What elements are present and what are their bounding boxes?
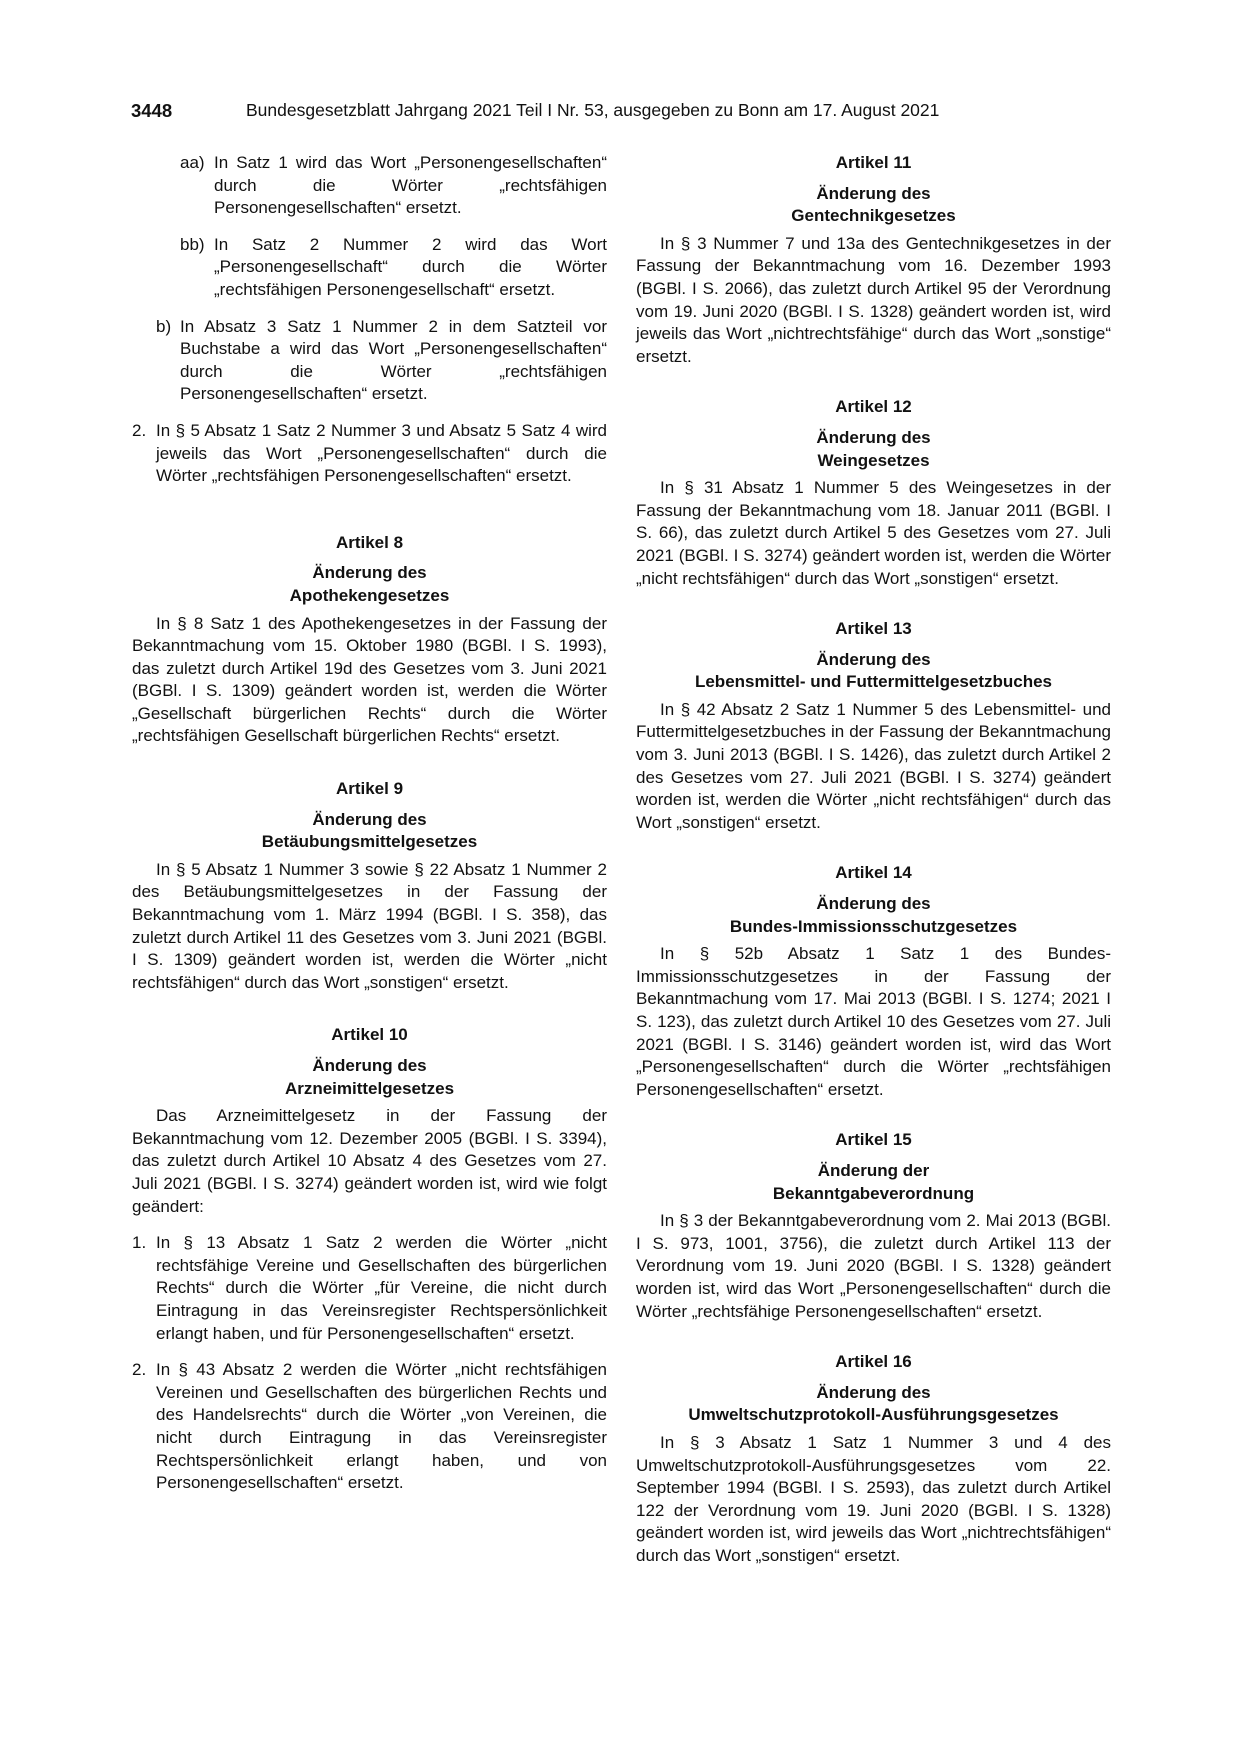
- article-text: In § 3 der Bekanntgabeverordnung vom 2. Mai 2013 (BGBl. I S. 973, 1001, 3756), die zuletzt durch Artikel 113 der Verordnung vom 19. Juni 2020 (BGBl. I S. 1328) geändert worden ist, wird das Wort „Personengesellschaften“ durch die Wörter „rechtsfähige Personengesellschaften“ ersetzt.: [636, 1211, 1111, 1321]
- article-title: [132, 1055, 607, 1100]
- list-item: [132, 420, 607, 488]
- article-text: In § 52b Absatz 1 Satz 1 des Bundes-Immissionsschutzgesetzes in der Fassung der Bekanntmachung vom 17. Mai 2013 (BGBl. I S. 1274; 2021 I S. 123), das zuletzt durch Artikel 10 des Gesetzes vom 27. Juli 2021 (BGBl. I S. 3146) geändert worden ist, wird das Wort „Personengesellschaften“ durch die Wörter „rechtsfähigen Personengesellschaften“ ersetzt.: [636, 944, 1111, 1099]
- article-11: [636, 152, 1111, 368]
- article-title: [132, 809, 607, 854]
- article-text: In § 8 Satz 1 des Apothekengesetzes in der Fassung der Bekanntmachung vom 15. Oktober 1980 (BGBl. I S. 1993), das zuletzt durch Artikel 19d des Gesetzes vom 3. Juni 2021 (BGBl. I S. 1309) geändert worden ist, werden die Wörter „Gesellschaft bürgerlichen Rechts“ durch die Wörter „rechtsfähigen Gesellschaft bürgerlichen Rechts“ ersetzt.: [132, 613, 607, 746]
- article-number: Artikel 15: [835, 1130, 912, 1150]
- article-12: [636, 396, 1111, 590]
- item-label: 2.: [132, 1360, 147, 1380]
- article-13: [636, 618, 1111, 834]
- article-title: [636, 183, 1111, 228]
- article-14: [636, 862, 1111, 1101]
- article-text: In § 3 Nummer 7 und 13a des Gentechnikgesetzes in der Fassung der Bekanntmachung vom 16. Dezember 1993 (BGBl. I S. 2066), das zuletzt durch Artikel 95 der Verordnung vom 19. Juni 2020 (BGBl. I S. 1328) geändert worden ist, wird jeweils das Wort „nichtrechtsfähige“ durch das Wort „sonstige“ ersetzt.: [636, 233, 1111, 366]
- article-title-line: Weingesetzes: [817, 450, 930, 470]
- article-title-line: Gentechnikgesetzes: [791, 206, 956, 226]
- article-number: Artikel 9: [335, 779, 404, 799]
- item-label: bb): [180, 234, 205, 254]
- article-10: [132, 1024, 607, 1494]
- item-text: In § 5 Absatz 1 Satz 2 Nummer 3 und Absatz 5 Satz 4 wird jeweils das Wort „Personengesellschaften“ durch die Wörter „rechtsfähigen Personengesellschaften“ ersetzt.: [156, 420, 607, 486]
- item-text: In Satz 2 Nummer 2 wird das Wort „Personengesellschaft“ durch die Wörter „rechtsfähigen Personengesellschaft“ ersetzt.: [214, 234, 607, 299]
- item-text: In Satz 1 wird das Wort „Personengesellschaften“ durch die Wörter „rechtsfähigen Personengesellschaften“ ersetzt.: [214, 153, 607, 218]
- list-item: [132, 1359, 607, 1495]
- article-title-line: Änderung des: [312, 809, 427, 829]
- article-title-line: Änderung des: [816, 427, 931, 447]
- article-title-line: Bekanntgabeverordnung: [772, 1183, 975, 1203]
- article-title: [636, 1382, 1111, 1427]
- article-number: Artikel 8: [335, 532, 404, 552]
- article-text: Das Arzneimittelgesetz in der Fassung der Bekanntmachung vom 12. Dezember 2005 (BGBl. I S. 3394), das zuletzt durch Artikel 10 Absatz 4 des Gesetzes vom 27. Juli 2021 (BGBl. I S. 3274) geändert worden ist, wird wie folgt geändert:: [132, 1106, 607, 1216]
- article-title-line: Apothekengesetzes: [289, 585, 450, 605]
- article-title-line: Änderung des: [816, 649, 931, 669]
- list-item: [132, 316, 607, 406]
- article-number: Artikel 16: [835, 1352, 912, 1372]
- article-title-line: Bundes-Immissionsschutzgesetzes: [729, 916, 1018, 936]
- article-title: [636, 1160, 1111, 1205]
- article-title: [636, 427, 1111, 472]
- list-item: [132, 1232, 607, 1345]
- article-8: [132, 532, 607, 748]
- article-title-line: Lebensmittel- und Futtermittelgesetzbuches: [694, 672, 1053, 692]
- article-title-line: Umweltschutzprotokoll-Ausführungsgesetzes: [688, 1405, 1059, 1425]
- article-text: In § 3 Absatz 1 Satz 1 Nummer 3 und 4 des Umweltschutzprotokoll-Ausführungsgesetzes vom 22. September 1994 (BGBl. I S. 2593), das zuletzt durch Artikel 122 der Verordnung vom 19. Juni 2020 (BGBl. I S. 1328) geändert worden ist, wird jeweils das Wort „nichtrechtsfähigen“ durch das Wort „sonstigen“ ersetzt.: [636, 1432, 1111, 1565]
- article-number: Artikel 12: [835, 397, 912, 417]
- item-label: 2.: [132, 420, 147, 440]
- article-text: In § 42 Absatz 2 Satz 1 Nummer 5 des Lebensmittel- und Futtermittelgesetzbuches in der Fassung der Bekanntmachung vom 3. Juni 2013 (BGBl. I S. 1426), das zuletzt durch Artikel 2 des Gesetzes vom 27. Juli 2021 (BGBl. I S. 3274) geändert worden ist, werden die Wörter „nicht rechtsfähigen“ durch das Wort „sonstigen“ ersetzt.: [636, 699, 1111, 832]
- list-item: [132, 152, 607, 220]
- article-title-line: Änderung des: [816, 183, 931, 203]
- item-label: 1.: [132, 1233, 147, 1253]
- right-column: [636, 152, 1111, 1567]
- article-title-line: Betäubungsmittelgesetzes: [261, 832, 478, 852]
- item-label: aa): [180, 153, 205, 172]
- article-title: [132, 562, 607, 607]
- article-number: Artikel 13: [835, 619, 912, 639]
- running-title: Bundesgesetzblatt Jahrgang 2021 Teil I Nr. 53, ausgegeben zu Bonn am 17. August 2021: [246, 100, 940, 120]
- article-title: [636, 893, 1111, 938]
- article-title-line: Änderung des: [312, 563, 427, 583]
- item-text: In § 13 Absatz 1 Satz 2 werden die Wörter „nicht rechtsfähige Vereine und Gesellschaften des bürgerlichen Rechts“ durch die Wörter „für Vereine, die nicht durch Eintragung in das Vereinsregister Rechtspersönlichkeit erlangt haben, und für Personengesellschaften“ ersetzt.: [156, 1233, 607, 1343]
- list-item: [132, 234, 607, 302]
- article-text: In § 31 Absatz 1 Nummer 5 des Weingesetzes in der Fassung der Bekanntmachung vom 18. Januar 2011 (BGBl. I S. 66), das zuletzt durch Artikel 5 des Gesetzes vom 27. Juli 2021 (BGBl. I S. 3274) geändert worden ist, werden die Wörter „nicht rechtsfähigen“ durch das Wort „sonstigen“ ersetzt.: [636, 478, 1111, 588]
- item-text: In § 43 Absatz 2 werden die Wörter „nicht rechtsfähigen Vereinen und Gesellschaften des bürgerlichen Rechts und des Handelsrechts“ durch die Wörter „von Vereinen, die nicht durch Eintragung in das Vereinsregister Rechtspersönlichkeit erlangt haben, und von Personengesellschaften“ ersetzt.: [156, 1360, 607, 1493]
- article-title-line: Arzneimittelgesetzes: [284, 1078, 455, 1098]
- article-title: [636, 649, 1111, 694]
- article-title-line: Änderung des: [312, 1056, 427, 1075]
- article-9: [132, 778, 607, 994]
- article-title-line: Änderung des: [816, 894, 931, 914]
- article-title-line: Änderung der: [817, 1160, 930, 1180]
- item-text: In Absatz 3 Satz 1 Nummer 2 in dem Satzteil vor Buchstabe a wird das Wort „Personengesellschaften“ durch die Wörter „rechtsfähigen Personengesellschaften“ ersetzt.: [180, 316, 607, 404]
- page-header: [131, 100, 1111, 126]
- article-text: In § 5 Absatz 1 Nummer 3 sowie § 22 Absatz 1 Nummer 2 des Betäubungsmittelgesetzes in der Fassung der Bekanntmachung vom 1. März 1994 (BGBl. I S. 358), das zuletzt durch Artikel 11 des Gesetzes vom 3. Juni 2021 (BGBl. I S. 1309) geändert worden ist, werden die Wörter „nicht rechtsfähigen“ durch das Wort „sonstigen“ ersetzt.: [132, 859, 607, 992]
- article-15: [636, 1129, 1111, 1323]
- article-title-line: Änderung des: [816, 1382, 931, 1402]
- left-column: [132, 152, 607, 1509]
- article-16: [636, 1351, 1111, 1567]
- article-number: Artikel 14: [835, 863, 912, 883]
- article-number: Artikel 10: [331, 1025, 408, 1045]
- item-label: b): [156, 316, 172, 336]
- article-number: Artikel 11: [835, 153, 912, 172]
- page-number: 3448: [131, 100, 173, 121]
